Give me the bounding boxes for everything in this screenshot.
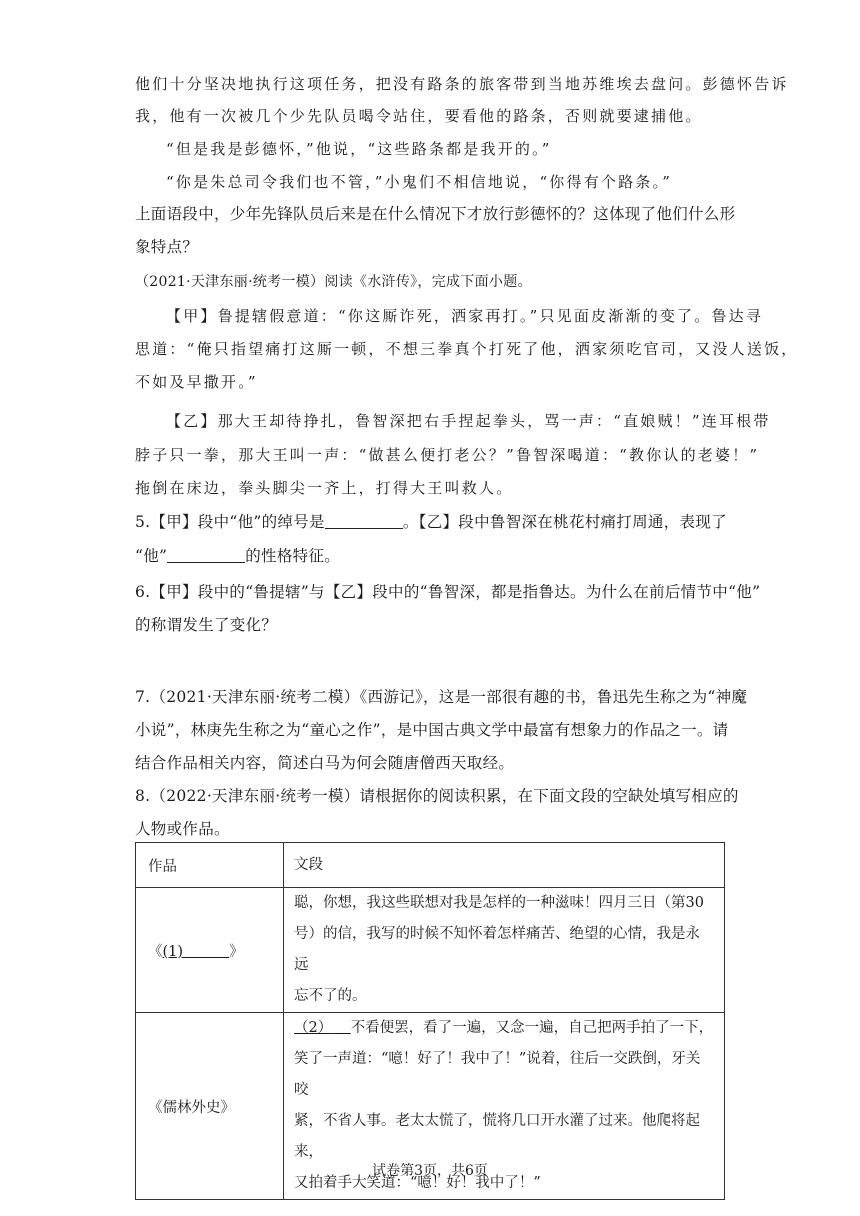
question-5-line2	[135, 548, 340, 565]
table-header-cell: 文段	[284, 843, 725, 888]
blank-number: (1)	[162, 943, 184, 960]
text-cell	[284, 888, 725, 1013]
yi-line: 【乙】那大王却待挣扎，鲁智深把右手捏起拳头，骂一声：“直娘贼！”连耳根带	[166, 412, 771, 430]
work-cell: 《儒林外史》	[136, 1013, 284, 1200]
jia-line: 【甲】鲁提辖假意道：“你这厮诈死，洒家再打。”只见面皮渐渐的变了。鲁达寻	[166, 307, 764, 325]
answer-table	[135, 842, 725, 1200]
answer-blank[interactable]	[325, 514, 403, 529]
work-cell	[136, 888, 284, 1013]
fill-blank-1[interactable]	[163, 944, 230, 960]
yi-line: 脖子只一拳，那大王叫一声：“做甚么便打老公？”鲁智深喝道：“教你认的老婆！”	[135, 446, 760, 464]
section-intro: （2021·天津东丽·统考一模）阅读《水浒传》，完成下面小题。	[135, 274, 532, 290]
question-5-line1	[135, 514, 727, 531]
q5-text: 5.【甲】段中“他”的绰号是	[135, 513, 325, 531]
q5-text: 。【乙】段中鲁智深在桃花村痛打周通，表现了	[402, 513, 727, 531]
yi-line: 拖倒在床边，拳头脚尖一齐上，打得大王叫救人。	[135, 479, 514, 497]
question-7: 小说”，林庚先生称之为“童心之作”，是中国古典文学中最富有想象力的作品之一。请	[135, 721, 729, 739]
passage-line: “但是我是彭德怀，”他说，“这些路条都是我开的。”	[166, 140, 552, 158]
q5-text: 的性格特征。	[245, 547, 341, 565]
question-6: 6.【甲】段中的“鲁提辖”与【乙】段中的“鲁智深，都是指鲁达。为什么在前后情节中“他”	[135, 583, 761, 601]
cell-line: 聪，你想，我这些联想对我是怎样的一种滋味！四月三日（第30	[294, 895, 704, 911]
question-text: 象特点？	[135, 238, 199, 256]
jia-line: 思道：“俺只指望痛打这厮一顿，不想三拳真个打死了他，洒家须吃官司，又没人送饭，	[135, 340, 799, 358]
answer-blank[interactable]	[167, 548, 245, 563]
cell-line: 又拍着手大笑道：“噫！好！我中了！”	[294, 1175, 541, 1191]
table-header-row	[136, 843, 725, 888]
cell-line: 紧，不省人事。老太太慌了，慌将几口开水灌了过来。他爬将起来，	[294, 1113, 700, 1160]
question-8: 8.（2022·天津东丽·统考一模）请根据你的阅读积累，在下面文段的空缺处填写相应的	[135, 787, 739, 805]
cell-line: 忘不了的。	[294, 988, 367, 1004]
book-mark: 》	[229, 943, 244, 960]
question-7: 7.（2021·天津东丽·统考二模）《西游记》，这是一部很有趣的书，鲁迅先生称之为“神魔	[135, 688, 748, 706]
question-8: 人物或作品。	[135, 820, 230, 838]
fill-blank-2[interactable]	[294, 1020, 351, 1036]
jia-line: 不如及早撒开。”	[135, 373, 258, 391]
passage-line: “你是朱总司令我们也不管，”小鬼们不相信地说，“你得有个路条。”	[166, 173, 673, 191]
blank-number: （2）	[294, 1020, 333, 1036]
cell-line	[294, 1013, 714, 1044]
passage-line: 他们十分坚决地执行这项任务，把没有路条的旅客带到当地苏维埃去盘问。彭德怀告诉	[135, 75, 789, 93]
table-row	[136, 888, 725, 1013]
passage-line: 我，他有一次被几个少先队员喝令站住，要看他的路条，否则就要逮捕他。	[135, 107, 703, 125]
cell-text: 不看便罢，看了一遍，又念一遍，自己把两手拍了一下，	[350, 1020, 714, 1036]
table-header-cell: 作品	[136, 843, 284, 888]
q5-text: “他”	[135, 547, 168, 565]
page-footer: 试卷第3页，共6页	[372, 1163, 488, 1179]
cell-line: 号）的信，我写的时候不知怀着怎样痛苦、绝望的心情，我是永远	[294, 926, 700, 973]
question-6: 的称谓发生了变化？	[135, 616, 278, 634]
cell-line: 笑了一声道：“噫！好了！我中了！”说着，往后一交跌倒，牙关咬	[294, 1051, 701, 1098]
book-mark: 《	[148, 943, 163, 960]
question-text: 上面语段中，少年先锋队员后来是在什么情况下才放行彭德怀的？这体现了他们什么形	[135, 205, 736, 223]
question-7: 结合作品相关内容，简述白马为何会随唐僧西天取经。	[135, 754, 515, 772]
